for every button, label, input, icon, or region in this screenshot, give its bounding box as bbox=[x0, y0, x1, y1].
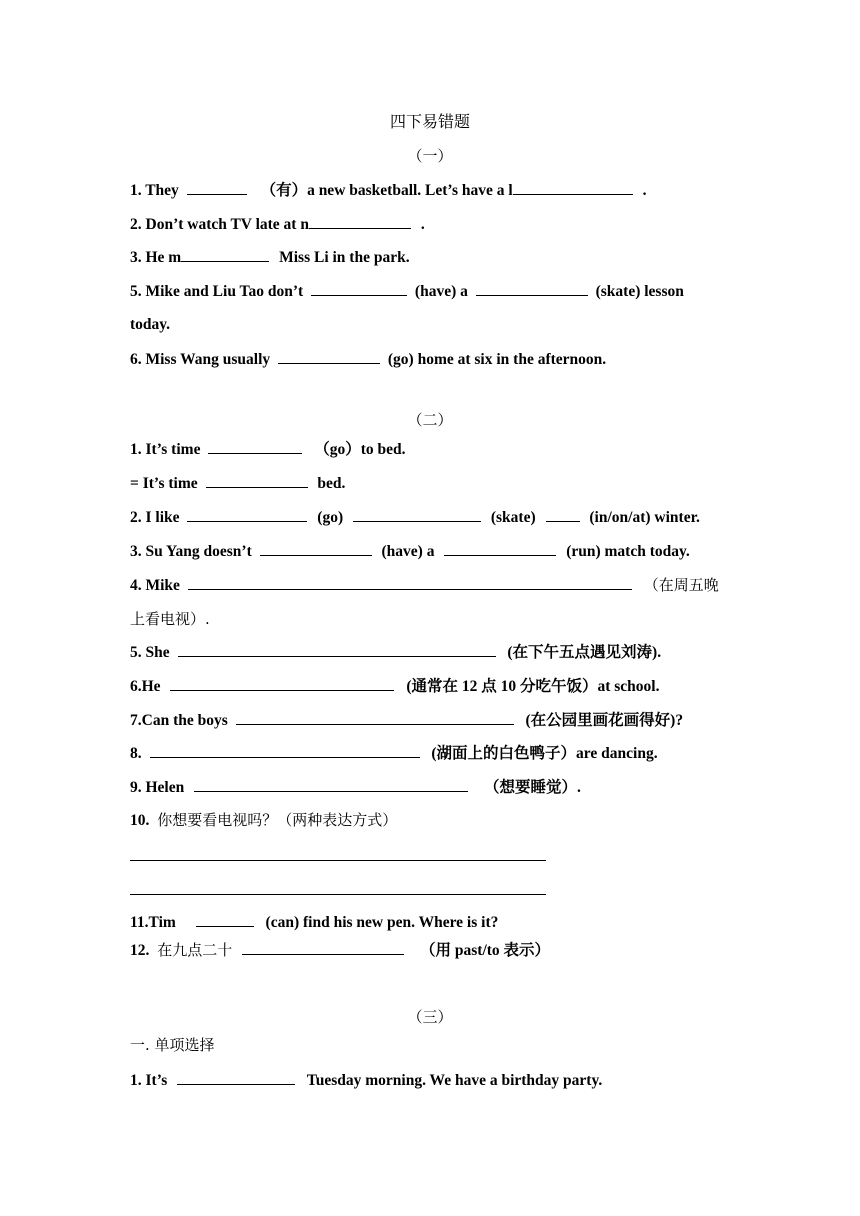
s1-question-2 bbox=[130, 214, 425, 235]
text: (skate) bbox=[490, 509, 536, 526]
s2-question-11 bbox=[130, 912, 498, 933]
answer-blank[interactable] bbox=[170, 676, 394, 691]
text: （在周五晚 bbox=[643, 576, 719, 594]
text: 5. She bbox=[130, 644, 170, 661]
answer-blank[interactable] bbox=[260, 541, 372, 556]
s2-question-7 bbox=[130, 710, 683, 731]
s1-question-3 bbox=[130, 247, 410, 268]
text: (in/on/at) winter. bbox=[589, 509, 700, 526]
page-title: 四下易错题 bbox=[389, 112, 470, 131]
answer-blank[interactable] bbox=[353, 507, 481, 522]
text: = It’s time bbox=[130, 475, 198, 492]
s2-question-6 bbox=[130, 676, 659, 697]
text: 10. bbox=[130, 812, 150, 829]
answer-line[interactable] bbox=[130, 894, 546, 895]
text: （用 past/to 表示） bbox=[420, 942, 551, 959]
s2-question-1 bbox=[130, 439, 406, 460]
text: （go）to bed. bbox=[314, 441, 406, 458]
text: 1. They bbox=[130, 182, 179, 199]
text: 6. Miss Wang usually bbox=[130, 351, 271, 368]
section-2-heading: （二） bbox=[407, 411, 453, 429]
s1-question-1 bbox=[130, 180, 646, 201]
s3-question-1 bbox=[130, 1070, 602, 1091]
s2-question-4 bbox=[130, 575, 719, 596]
text: 2. Don’t watch TV late at n bbox=[130, 216, 309, 233]
text: （有）a new basketball. Let’s have a l bbox=[260, 182, 513, 199]
text: . bbox=[420, 216, 425, 233]
text: 5. Mike and Liu Tao don’t bbox=[130, 283, 304, 300]
text: Tuesday morning. We have a birthday party. bbox=[306, 1072, 603, 1089]
text: 11.Tim bbox=[130, 914, 176, 931]
section-1-heading: （一） bbox=[407, 147, 453, 165]
answer-blank[interactable] bbox=[546, 507, 580, 522]
text: (skate) lesson bbox=[595, 283, 684, 300]
text: Miss Li in the park. bbox=[279, 249, 410, 266]
s2-question-12 bbox=[130, 940, 550, 961]
answer-blank[interactable] bbox=[513, 180, 633, 195]
s2-question-1-alt bbox=[130, 473, 345, 494]
text: (在公园里画花画得好)? bbox=[525, 712, 684, 729]
text: 3. He m bbox=[130, 249, 182, 266]
answer-blank[interactable] bbox=[476, 281, 588, 296]
text: 12. bbox=[130, 942, 150, 959]
section-3-part-title: 一. 单项选择 bbox=[130, 1036, 215, 1054]
text: (湖面上的白色鸭子）are dancing. bbox=[431, 745, 658, 762]
answer-blank[interactable] bbox=[187, 507, 307, 522]
text: 在九点二十 bbox=[157, 941, 233, 959]
answer-blank[interactable] bbox=[311, 281, 407, 296]
s2-question-8 bbox=[130, 743, 658, 764]
s1-question-5 bbox=[130, 281, 684, 302]
section-3-heading: （三） bbox=[407, 1008, 453, 1026]
answer-blank[interactable] bbox=[236, 710, 514, 725]
text: 8. bbox=[130, 745, 142, 762]
answer-blank[interactable] bbox=[178, 642, 496, 657]
text: 7.Can the boys bbox=[130, 712, 228, 729]
text: (在下午五点遇见刘涛). bbox=[507, 644, 662, 661]
s2-question-10 bbox=[130, 810, 397, 831]
text: (通常在 12 点 10 分吃午饭）at school. bbox=[406, 678, 660, 695]
text: 9. Helen bbox=[130, 779, 185, 796]
text: . bbox=[642, 182, 647, 199]
s2-question-3 bbox=[130, 541, 690, 562]
text: 你想要看电视吗？（两种表达方式） bbox=[157, 811, 398, 829]
text: (can) find his new pen. Where is it? bbox=[265, 914, 499, 931]
answer-line[interactable] bbox=[130, 860, 546, 861]
answer-blank[interactable] bbox=[208, 439, 302, 454]
text: 4. Mike bbox=[130, 577, 180, 594]
text: 1. It’s bbox=[130, 1072, 168, 1089]
answer-blank[interactable] bbox=[194, 777, 468, 792]
answer-blank[interactable] bbox=[206, 473, 308, 488]
answer-blank[interactable] bbox=[278, 349, 380, 364]
text: (have) a bbox=[414, 283, 468, 300]
answer-blank[interactable] bbox=[309, 214, 411, 229]
text: 2. I like bbox=[130, 509, 180, 526]
answer-blank[interactable] bbox=[150, 743, 420, 758]
answer-blank[interactable] bbox=[187, 180, 247, 195]
answer-blank[interactable] bbox=[188, 575, 632, 590]
text: 3. Su Yang doesn’t bbox=[130, 543, 252, 560]
text: （想要睡觉）. bbox=[484, 779, 581, 796]
text: (have) a bbox=[381, 543, 435, 560]
s2-question-5 bbox=[130, 642, 661, 663]
answer-blank[interactable] bbox=[444, 541, 556, 556]
answer-blank[interactable] bbox=[196, 912, 254, 927]
answer-blank[interactable] bbox=[242, 940, 404, 955]
text: (run) match today. bbox=[566, 543, 690, 560]
text: 1. It’s time bbox=[130, 441, 201, 458]
s2-question-4-cont bbox=[130, 609, 210, 630]
s1-question-5-cont: today. bbox=[130, 316, 171, 333]
answer-blank[interactable] bbox=[177, 1070, 295, 1085]
text: bed. bbox=[317, 475, 346, 492]
text: (go) bbox=[317, 509, 344, 526]
text: 上看电视）. bbox=[130, 610, 210, 628]
s1-question-6 bbox=[130, 349, 606, 370]
text: 6.He bbox=[130, 678, 161, 695]
answer-blank[interactable] bbox=[181, 247, 269, 262]
s2-question-2 bbox=[130, 507, 700, 528]
text: (go) home at six in the afternoon. bbox=[387, 351, 607, 368]
s2-question-9 bbox=[130, 777, 581, 798]
